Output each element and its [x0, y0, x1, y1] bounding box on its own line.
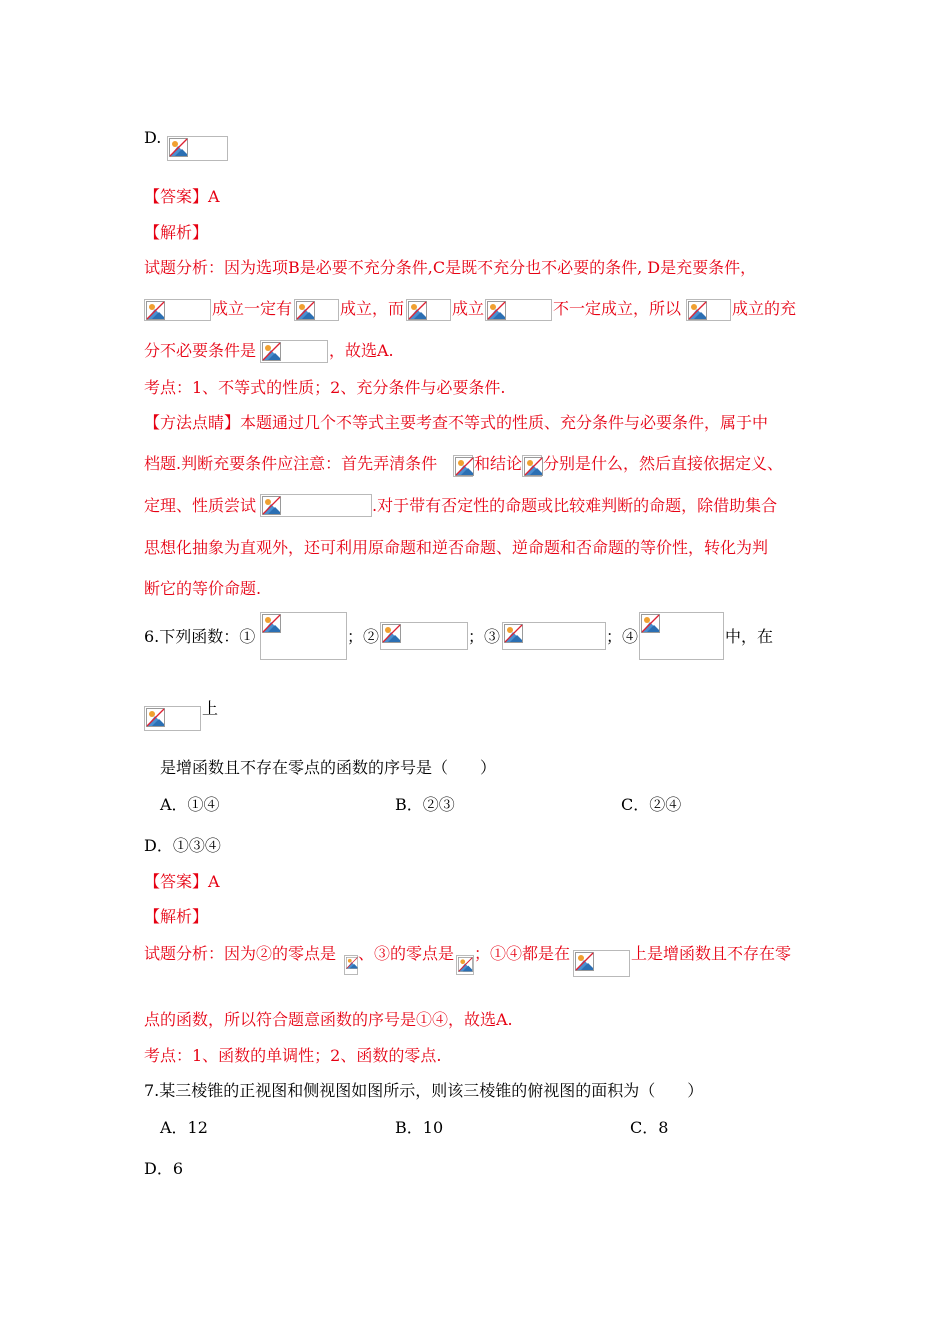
q6-analysis-text: ；①④都是在	[474, 944, 571, 963]
broken-image-icon	[146, 708, 165, 727]
broken-image-icon	[262, 496, 281, 515]
q5-analysis-text: ，故选A.	[329, 341, 394, 360]
q6-stem-text: ；②	[347, 627, 380, 646]
broken-image-icon	[296, 301, 315, 320]
q5-method-text: .对于带有否定性的命题或比较难判断的命题，除借助集合	[372, 496, 778, 515]
q5-analysis-text: 不一定成立，所以	[553, 299, 682, 318]
broken-image-icon	[169, 138, 188, 157]
formula-image	[380, 622, 468, 650]
q6-analysis-heading: 【解析】	[144, 907, 209, 926]
q6-knowledge-point: 考点：1、函数的单调性；2、函数的零点.	[144, 1046, 442, 1065]
q5-method-text: 分别是什么，然后直接依据定义、	[543, 454, 784, 473]
formula-image	[294, 299, 339, 321]
q6-option-d: D．①③④	[144, 836, 221, 855]
broken-image-icon	[524, 457, 543, 476]
q7-option-a: A．12	[160, 1118, 208, 1137]
q6-analysis-text: 、③的零点是	[358, 944, 455, 963]
formula-image	[502, 622, 606, 650]
q5-analysis-text: 成立	[452, 299, 485, 318]
q5-analysis-text: 成立，而	[340, 299, 405, 318]
broken-image-icon	[575, 952, 594, 971]
broken-image-icon	[346, 957, 358, 969]
formula-image	[260, 494, 372, 517]
q5-analysis-line: 试题分析：因为选项B是必要不充分条件,C是既不充分也不必要的条件, D是充要条件，	[144, 258, 757, 277]
broken-image-icon	[146, 301, 165, 320]
q5-knowledge-point: 考点：1、不等式的性质；2、充分条件与必要条件.	[144, 378, 506, 397]
broken-image-icon	[458, 957, 473, 972]
broken-image-icon	[487, 301, 506, 320]
q5-method-text: 定理、性质尝试	[144, 496, 257, 515]
q5-answer: 【答案】A	[144, 187, 220, 206]
q6-analysis-text: 上是增函数且不存在零	[631, 944, 792, 963]
formula-image	[453, 455, 473, 477]
formula-image	[260, 340, 328, 363]
q6-option-a: A．①④	[160, 795, 220, 814]
q6-stem-text: 6.下列函数：①	[144, 627, 256, 646]
q5-method-line: 断它的等价命题.	[144, 579, 262, 598]
q5-option-d-label: D.	[144, 128, 162, 147]
q5-method-text: 和结论	[474, 454, 523, 473]
formula-image	[260, 612, 347, 660]
q7-stem: 7.某三棱锥的正视图和侧视图如图所示，则该三棱锥的俯视图的面积为（ ）	[144, 1081, 704, 1100]
q5-method-text: 档题.判断充要条件应注意：首先弄清条件	[144, 454, 438, 473]
formula-image	[485, 299, 552, 321]
broken-image-icon	[455, 457, 474, 476]
q5-analysis-text: 成立一定有	[212, 299, 293, 318]
formula-image	[573, 950, 630, 977]
q6-answer: 【答案】A	[144, 872, 220, 891]
q6-stem-text: 是增函数且不存在零点的函数的序号是（ ）	[160, 758, 497, 777]
formula-image	[167, 136, 228, 161]
q6-option-b: B．②③	[395, 795, 455, 814]
q5-analysis-heading: 【解析】	[144, 223, 209, 242]
q5-method-line: 【方法点睛】本题通过几个不等式主要考查不等式的性质、充分条件与必要条件，属于中	[144, 413, 769, 432]
formula-image	[144, 299, 211, 321]
formula-image	[456, 955, 474, 975]
q7-option-b: B．10	[395, 1118, 444, 1137]
q5-analysis-text: 分不必要条件是	[144, 341, 257, 360]
broken-image-icon	[408, 301, 427, 320]
formula-image	[406, 299, 451, 321]
q6-stem-text: 上	[202, 699, 219, 718]
q5-method-line: 思想化抽象为直观外，还可利用原命题和逆否命题、逆命题和否命题的等价性，转化为判	[144, 538, 769, 557]
q6-analysis-line: 点的函数，所以符合题意函数的序号是①④，故选A.	[144, 1010, 513, 1029]
formula-image	[144, 706, 201, 731]
formula-image	[639, 612, 724, 660]
formula-image	[686, 299, 731, 321]
q6-stem-text: 中，在	[725, 627, 774, 646]
broken-image-icon	[262, 614, 281, 633]
q6-option-c: C．②④	[621, 795, 682, 814]
broken-image-icon	[382, 624, 401, 643]
broken-image-icon	[262, 342, 281, 361]
broken-image-icon	[688, 301, 707, 320]
formula-image	[522, 455, 542, 477]
q7-option-d: D．6	[144, 1159, 184, 1178]
q6-stem-text: ；③	[468, 627, 501, 646]
q6-stem-text: ；④	[606, 627, 639, 646]
q5-analysis-text: 成立的充	[732, 299, 797, 318]
q7-option-c: C．8	[630, 1118, 669, 1137]
q6-analysis-text: 试题分析：因为②的零点是	[144, 944, 337, 963]
formula-image	[344, 955, 358, 975]
broken-image-icon	[641, 614, 660, 633]
broken-image-icon	[504, 624, 523, 643]
